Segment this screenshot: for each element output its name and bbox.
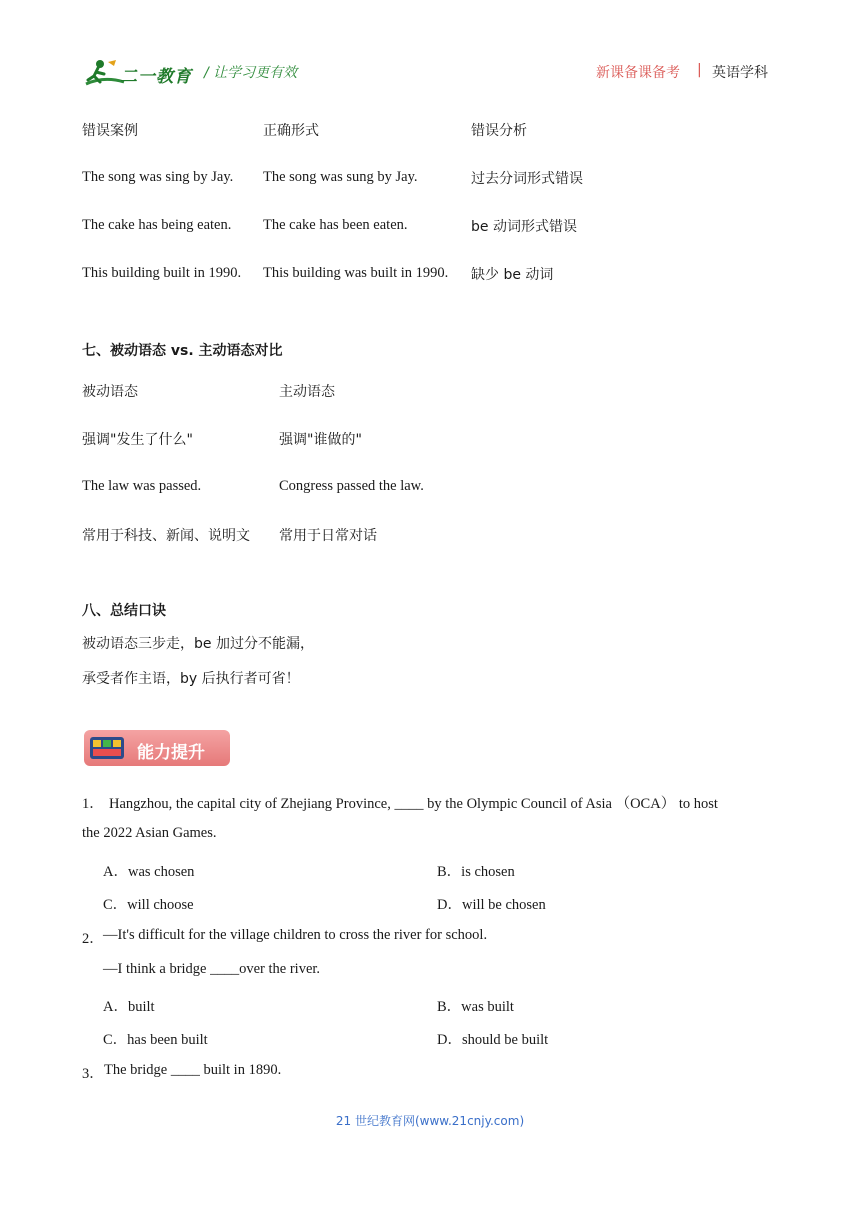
header-separator: |	[697, 62, 702, 78]
table-cell: 缺少 be 动词	[471, 267, 554, 283]
table-cell: The cake has been eaten.	[263, 217, 408, 233]
ability-badge-icon	[90, 737, 124, 759]
question-2-number: 2．	[82, 931, 104, 947]
course-label: 新课备课备考	[596, 65, 680, 81]
logo-text: 二一教育	[120, 67, 192, 87]
question-2-text: —It's difficult for the village children to cross the river for school.	[103, 927, 488, 943]
table-cell: The law was passed.	[82, 478, 202, 494]
question-1-option-b[interactable]: B．is chosen	[437, 864, 515, 880]
table-cell: 强调"谁做的"	[279, 432, 362, 448]
question-2-text-continued: —I think a bridge ____over the river.	[103, 961, 321, 977]
mnemonic-line-2: 承受者作主语，by 后执行者可省！	[82, 671, 300, 687]
table-cell: 强调"发生了什么"	[82, 432, 193, 448]
question-1-text: Hangzhou, the capital city of Zhejiang Province, ____ by the Olympic Council of Asia （OCA） to host	[109, 796, 718, 812]
table-cell: be 动词形式错误	[471, 219, 577, 235]
question-1-option-d[interactable]: D．will be chosen	[437, 897, 546, 913]
slogan: / 让学习更有效	[204, 65, 298, 81]
table-cell: This building was built in 1990.	[263, 265, 449, 281]
question-1-option-c[interactable]: C．will choose	[103, 897, 194, 913]
table-cell: The cake has being eaten.	[82, 217, 232, 233]
question-2-option-b[interactable]: B．was built	[437, 999, 514, 1015]
table-cell: 常用于日常对话	[279, 528, 377, 544]
ability-badge-label: 能力提升	[137, 743, 205, 763]
comparison-header-passive: 被动语态	[82, 384, 138, 400]
question-3-number: 3．	[82, 1066, 104, 1082]
error-table-header-correct: 正确形式	[263, 123, 319, 139]
table-cell: The song was sing by Jay.	[82, 169, 234, 185]
footer-text[interactable]: 21 世纪教育网(www.21cnjy.com)	[335, 1114, 525, 1128]
table-cell: 常用于科技、新闻、说明文	[82, 528, 250, 544]
table-cell: Congress passed the law.	[279, 478, 424, 494]
section-7-title: 七、被动语态 vs. 主动语态对比	[82, 343, 283, 359]
question-3-text: The bridge ____ built in 1890.	[104, 1062, 282, 1078]
question-2-option-a[interactable]: A．built	[103, 999, 155, 1015]
table-cell: This building built in 1990.	[82, 265, 242, 281]
question-2-option-d[interactable]: D．should be built	[437, 1032, 549, 1048]
error-table-header-analysis: 错误分析	[471, 123, 527, 139]
table-cell: The song was sung by Jay.	[263, 169, 418, 185]
section-8-title: 八、总结口诀	[82, 603, 166, 619]
question-1-text-continued: the 2022 Asian Games.	[82, 825, 217, 841]
error-table-header-case: 错误案例	[82, 123, 138, 139]
question-1-option-a[interactable]: A．was chosen	[103, 864, 195, 880]
comparison-header-active: 主动语态	[279, 384, 335, 400]
table-cell: 过去分词形式错误	[471, 171, 583, 187]
question-2-option-c[interactable]: C．has been built	[103, 1032, 208, 1048]
mnemonic-line-1: 被动语态三步走，be 加过分不能漏，	[82, 636, 314, 652]
subject-label: 英语学科	[712, 65, 768, 81]
question-1-number: 1．	[82, 796, 104, 812]
